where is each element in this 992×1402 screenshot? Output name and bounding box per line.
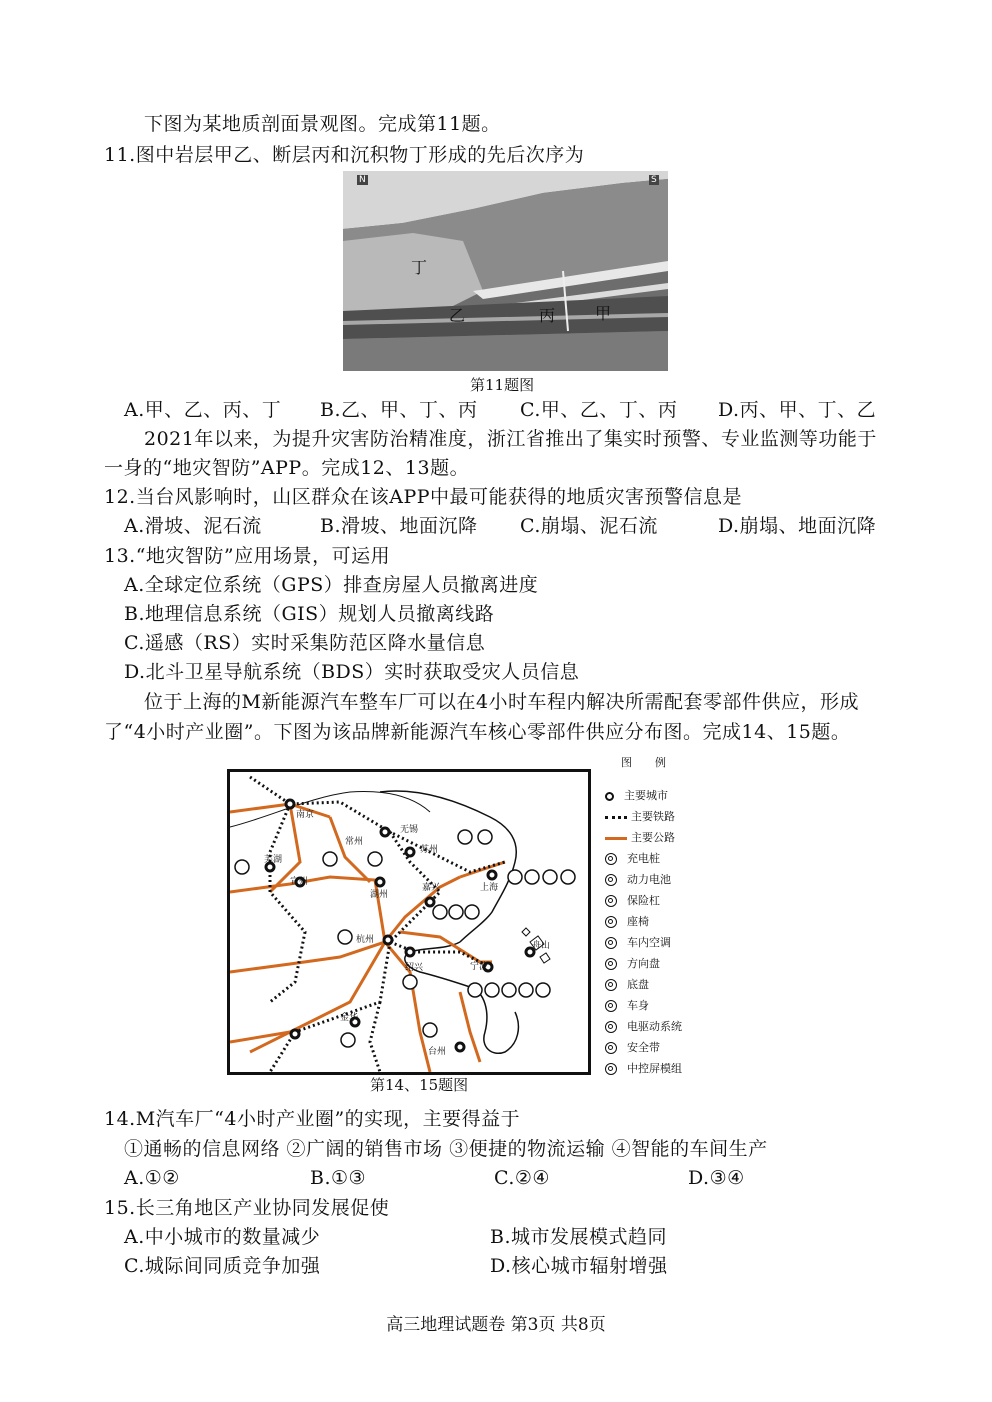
city-zhoushan: 舟山: [532, 941, 551, 951]
legend-item-railway: 主要铁路: [605, 808, 675, 824]
label-bing: 丙: [539, 306, 556, 325]
photo-corner-right: S: [651, 175, 657, 185]
city-shaoxing: 绍兴: [405, 963, 424, 973]
city-jinhua: 金华: [340, 1013, 359, 1023]
supply-map: [227, 769, 591, 1075]
supply-map-svg: [230, 772, 588, 1072]
charging-pile-icon: [605, 853, 617, 865]
legend-item-body: 车身: [605, 997, 649, 1013]
q12-option-d: D.崩塌、地面沉降: [718, 515, 877, 537]
chassis-icon: [605, 979, 617, 991]
legend-item-chassis: 底盘: [605, 976, 649, 992]
q12-option-a: A.滑坡、泥石流: [124, 515, 262, 537]
q12-option-c: C.崩塌、泥石流: [520, 515, 658, 537]
railway-line-icon: [605, 816, 627, 819]
legend-item-edrive: 电驱动系统: [605, 1018, 682, 1034]
q14-option-c: C.②④: [494, 1167, 550, 1189]
air-conditioner-icon: [605, 937, 617, 949]
legend-item-bumper: 保险杠: [605, 892, 660, 908]
map-legend: [605, 752, 715, 1082]
figure-14-15-caption: 第14、15题图: [370, 1076, 469, 1094]
intro-q14-15-line2: 了“4小时产业圈”。下图为该品牌新能源汽车核心零部件供应分布图。完成14、15题。: [104, 721, 851, 743]
city-xuancheng: 宣州: [290, 877, 309, 887]
q15-option-a: A.中小城市的数量减少: [124, 1226, 321, 1248]
q14-option-a: A.①②: [124, 1167, 180, 1189]
legend-item-city: 主要城市: [605, 787, 668, 803]
q14-stem: 14.M汽车厂“4小时产业圈”的实现，主要得益于: [104, 1108, 521, 1130]
city-changzhou: 常州: [345, 837, 364, 847]
q11-option-d: D.丙、甲、丁、乙: [718, 399, 877, 421]
legend-item-screen: 中控屏模组: [605, 1060, 682, 1076]
q11-option-a: A.甲、乙、丙、丁: [124, 399, 282, 421]
q11-option-c: C.甲、乙、丁、丙: [520, 399, 678, 421]
q13-option-b: B.地理信息系统（GIS）规划人员撤离线路: [124, 603, 495, 625]
intro-q14-15-line1: 位于上海的M新能源汽车整车厂可以在4小时车程内解决所需配套零部件供应，形成: [144, 691, 860, 713]
legend-item-road: 主要公路: [605, 829, 675, 845]
q11-stem: 11.图中岩层甲乙、断层丙和沉积物丁形成的先后次序为: [104, 144, 585, 166]
q14-statements: ①通畅的信息网络 ②广阔的销售市场 ③便捷的物流运输 ④智能的车间生产: [124, 1138, 768, 1160]
city-taizhou: 台州: [428, 1047, 447, 1057]
legend-title: 图 例: [621, 756, 672, 769]
legend-item-battery: 动力电池: [605, 871, 671, 887]
q13-option-d: D.北斗卫星导航系统（BDS）实时获取受灾人员信息: [124, 661, 580, 683]
photo-corner-left: N: [359, 175, 366, 185]
legend-item-ac: 车内空调: [605, 934, 671, 950]
center-screen-icon: [605, 1063, 617, 1075]
seatbelt-icon: [605, 1042, 617, 1054]
label-jia: 甲: [595, 304, 612, 323]
intro-q12-13-line2: 一身的“地灾智防”APP。完成12、13题。: [104, 457, 470, 479]
q14-option-b: B.①③: [310, 1167, 367, 1189]
car-body-icon: [605, 1000, 617, 1012]
city-suzhou: 苏州: [420, 845, 439, 855]
q15-option-c: C.城际间同质竞争加强: [124, 1255, 321, 1277]
seat-icon: [605, 916, 617, 928]
q11-option-b: B.乙、甲、丁、丙: [320, 399, 478, 421]
page-footer: 高三地理试题卷 第3页 共8页: [386, 1315, 606, 1335]
legend-item-charger: 充电桩: [605, 850, 660, 866]
q12-stem: 12.当台风影响时，山区群众在该APP中最可能获得的地质灾害预警信息是: [104, 486, 743, 508]
legend-item-steering: 方向盘: [605, 955, 660, 971]
q13-option-c: C.遥感（RS）实时采集防范区降水量信息: [124, 632, 486, 654]
q15-option-b: B.城市发展模式趋同: [490, 1226, 668, 1248]
geology-photo: [343, 171, 668, 371]
bumper-icon: [605, 895, 617, 907]
city-jiaxing: 嘉兴: [422, 883, 441, 893]
intro-q12-13-line1: 2021年以来，为提升灾害防治精准度，浙江省推出了集实时预警、专业监测等功能于: [144, 428, 877, 450]
q13-stem: 13.“地灾智防”应用场景，可运用: [104, 545, 391, 567]
label-yi: 乙: [449, 306, 466, 325]
city-ningbo: 宁波: [470, 962, 489, 972]
city-shanghai: 上海: [480, 883, 499, 893]
city-huzhou: 湖州: [370, 890, 389, 900]
q12-option-b: B.滑坡、地面沉降: [320, 515, 478, 537]
steering-wheel-icon: [605, 958, 617, 970]
city-marker-icon: [605, 792, 614, 801]
battery-icon: [605, 874, 617, 886]
intro-q11: 下图为某地质剖面景观图。完成第11题。: [144, 113, 501, 135]
label-ding: 丁: [411, 258, 428, 277]
city-wuxi: 无锡: [400, 825, 419, 835]
city-hangzhou: 杭州: [356, 935, 375, 945]
road-line-icon: [605, 837, 627, 840]
electric-drive-icon: [605, 1021, 617, 1033]
geology-strata-illustration: [343, 171, 668, 371]
city-wuhu: 芜湖: [264, 855, 283, 865]
q13-option-a: A.全球定位系统（GPS）排查房屋人员撤离进度: [124, 574, 539, 596]
city-nanjing: 南京: [296, 810, 315, 820]
legend-item-seat: 座椅: [605, 913, 649, 929]
q14-option-d: D.③④: [688, 1167, 745, 1189]
q15-option-d: D.核心城市辐射增强: [490, 1255, 668, 1277]
legend-item-seatbelt: 安全带: [605, 1039, 660, 1055]
figure-11-caption: 第11题图: [470, 376, 535, 394]
q15-stem: 15.长三角地区产业协同发展促使: [104, 1197, 390, 1219]
